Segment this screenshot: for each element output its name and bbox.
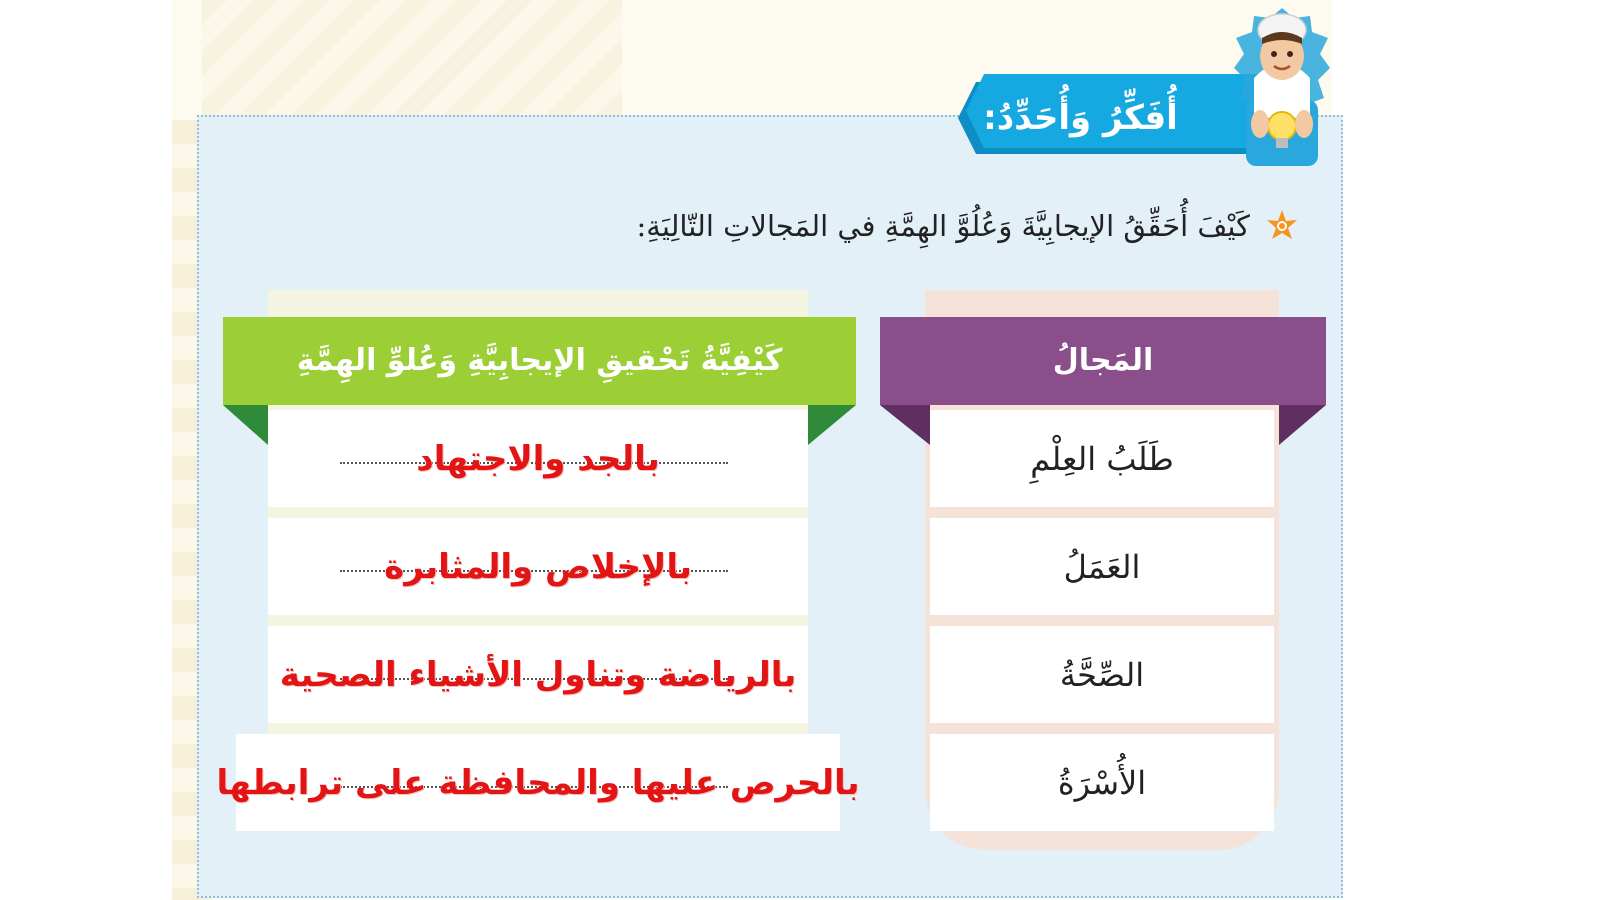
domain-cell [930, 626, 1274, 723]
activity-title: أُفَكِّرُ وَأُحَدِّدُ: [983, 98, 1178, 138]
domain-header-fold-left [880, 405, 930, 445]
domain-cell [930, 734, 1274, 831]
question-text: كَيْفَ أُحَقِّقُ الإيجابِيَّةَ وَعُلُوَّ الهِمَّةِ في المَجالاتِ التّالِيَةِ: [636, 209, 1250, 243]
answer-text: بالجد والاجتهاد [416, 438, 660, 479]
domain-cell [930, 518, 1274, 615]
answer-cell [268, 626, 808, 723]
how-header-fold-left [223, 405, 268, 445]
answer-text: بالإخلاص والمثابرة [384, 546, 692, 587]
domain-text: الصِّحَّةُ [1059, 655, 1145, 694]
answer-cell [268, 518, 808, 615]
how-header-fold-right [808, 405, 856, 445]
domain-text: طَلَبُ العِلْمِ [1030, 439, 1174, 478]
answer-text: بالرياضة وتناول الأشياء الصحية [279, 654, 797, 695]
domain-cell [930, 410, 1274, 507]
question-row [636, 196, 1300, 256]
answer-cell [216, 734, 860, 831]
star-icon [1264, 208, 1300, 244]
boy-lightbulb-icon [1232, 8, 1332, 166]
domain-text: العَمَلُ [1063, 547, 1141, 586]
how-header: كَيْفِيَّةُ تَحْقيقِ الإيجابِيَّةِ وَعُلوِّ الهِمَّةِ [223, 317, 856, 405]
activity-title-ribbon [958, 74, 1263, 162]
domain-header-fold-right [1279, 405, 1326, 445]
answer-text: بالحرص عليها والمحافظة على ترابطها [216, 762, 860, 803]
domain-header: المَجالُ [880, 317, 1326, 405]
domain-text: الأُسْرَةُ [1057, 763, 1147, 802]
answer-cell [268, 410, 808, 507]
